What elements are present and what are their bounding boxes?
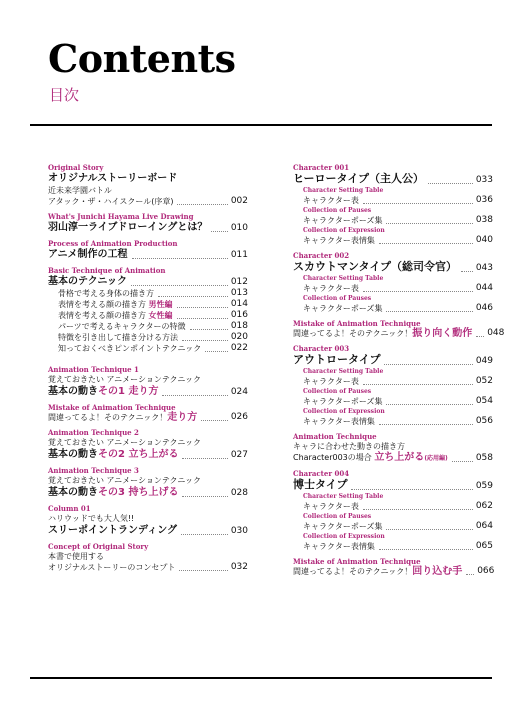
entry-subtitle: 本書で使用する (48, 552, 104, 561)
entry-label: Original Story (48, 163, 104, 172)
entry-label: Animation Technique 2 (48, 428, 139, 437)
entry-title: オリジナルストーリーのコンセプト (48, 563, 176, 572)
leader-dots (386, 223, 472, 224)
entry-title: 間違ってるよ！そのテクニック！ (48, 413, 168, 422)
page-number: 038 (475, 215, 493, 225)
page-number: 002 (230, 196, 248, 206)
leader-dots (363, 509, 473, 510)
sub-entry-label: Collection of Expression (303, 227, 385, 234)
sub-entry-title: キャラクターポーズ集 (303, 216, 383, 225)
toc-entry-column-01[interactable] (48, 504, 248, 537)
page-number: 024 (230, 387, 248, 397)
toc-entry-original-story[interactable] (48, 163, 248, 207)
toc-entry-character-001[interactable] (293, 163, 493, 246)
page-number: 065 (475, 541, 493, 551)
entry-label: Animation Technique 3 (48, 466, 139, 475)
page-number: 022 (230, 343, 248, 353)
entry-title: オリジナルストーリーボード (48, 173, 178, 184)
entry-title: 基本のテクニック (48, 276, 127, 287)
leader-dots (386, 529, 472, 530)
leader-dots (386, 311, 472, 312)
leader-dots (205, 351, 228, 352)
leader-dots (476, 336, 484, 337)
toc-entry-animation-technique-1[interactable] (48, 365, 248, 398)
leader-dots (363, 384, 473, 385)
leader-dots (179, 570, 227, 571)
leader-dots (181, 534, 228, 535)
entry-title: 博士タイプ (293, 478, 348, 491)
entry-sono: その2 (98, 449, 125, 460)
entry-note: (応用編) (424, 455, 448, 462)
toc-entry-mistake-3[interactable] (293, 557, 493, 577)
sub-entry-label: Collection of Pauses (303, 388, 372, 395)
sub-entry-label: Collection of Expression (303, 533, 385, 540)
sub-entry-title: 特徴を引き出して描き分ける方法 (58, 333, 178, 342)
sub-entry-title: キャラクター表 (303, 284, 359, 293)
sub-entry[interactable] (48, 288, 248, 299)
entry-accent: 持ち上げる (128, 487, 179, 498)
entry-subtitle: 覚えておきたい アニメーションテクニック (48, 438, 202, 447)
top-rule (30, 124, 492, 126)
page-number: 013 (230, 288, 248, 298)
entry-accent: 走り方 (128, 386, 159, 397)
sub-entry[interactable] (48, 343, 248, 354)
leader-dots (428, 183, 473, 184)
sub-entry-title: キャラクター表情集 (303, 542, 375, 551)
sub-entry-title: キャラクター表 (303, 377, 359, 386)
toc-entry-process[interactable] (48, 239, 248, 261)
leader-dots (379, 549, 473, 550)
entry-sono: その1 (98, 386, 125, 397)
sub-entry[interactable] (48, 321, 248, 332)
page-number: 014 (230, 299, 248, 309)
page-number: 066 (477, 566, 495, 576)
leader-dots (351, 489, 472, 490)
entry-label: Basic Technique of Animation (48, 266, 166, 275)
sub-entry-label: Character Setting Table (303, 275, 384, 282)
page-subtitle: 目次 (49, 86, 80, 104)
toc-entry-live-drawing[interactable] (48, 212, 248, 234)
page-number: 054 (475, 396, 493, 406)
sub-entry[interactable] (293, 294, 493, 314)
sub-entry[interactable] (293, 387, 493, 407)
sub-entry-title: キャラクター表 (303, 196, 359, 205)
entry-title: ヒーロータイプ（主人公） (293, 172, 425, 185)
entry-title: アニメ制作の工程 (48, 249, 128, 260)
page-number: 032 (230, 562, 248, 572)
leader-dots (182, 458, 227, 459)
leader-dots (379, 424, 473, 425)
sub-entry-title: 表情を考える顔の描き方 (58, 311, 146, 320)
page-number: 016 (230, 310, 248, 320)
page-number: 046 (475, 303, 493, 313)
page-number: 044 (475, 283, 493, 293)
toc-entry-character-004[interactable] (293, 469, 493, 552)
entry-title: 基本の動き (48, 487, 98, 498)
entry-title: スカウトマンタイプ（総司令官） (293, 260, 458, 273)
entry-label: Mistake of Animation Technique (48, 403, 176, 412)
entry-label: Animation Technique 1 (48, 365, 139, 374)
page-number: 058 (475, 453, 493, 463)
entry-label: Character 002 (293, 251, 350, 260)
sub-entry[interactable] (293, 206, 493, 226)
page-number: 018 (230, 321, 248, 331)
entry-title: Character003の場合 (293, 453, 372, 462)
sub-entry-label: Collection of Pauses (303, 513, 372, 520)
leader-dots (384, 364, 472, 365)
sub-entry-accent: 男性編 (148, 300, 173, 309)
sub-entry[interactable] (293, 407, 493, 427)
sub-entry-title: 表情を考える顔の描き方 (58, 300, 146, 309)
leader-dots (190, 329, 228, 330)
entry-label: Column 01 (48, 504, 91, 513)
sub-entry-title: キャラクターポーズ集 (303, 304, 383, 313)
page-number: 027 (230, 450, 248, 460)
toc-entry-mistake-2[interactable] (293, 319, 505, 339)
page-title: Contents (48, 36, 236, 81)
entry-title: 間違ってるよ！そのテクニック！ (293, 329, 413, 338)
entry-sono: その3 (98, 487, 125, 498)
toc-entry-concept[interactable] (48, 542, 248, 573)
leader-dots (131, 285, 228, 286)
sub-entry-label: Collection of Pauses (303, 207, 372, 214)
sub-entry-title: キャラクターポーズ集 (303, 522, 383, 531)
sub-entry-label: Character Setting Table (303, 368, 384, 375)
leader-dots (177, 307, 228, 308)
leader-dots (182, 340, 228, 341)
leader-dots (201, 420, 228, 421)
toc-left-column (48, 163, 248, 578)
leader-dots (379, 243, 473, 244)
page-number: 043 (475, 263, 493, 273)
sub-entry-title: キャラクターポーズ集 (303, 397, 383, 406)
entry-title: 羽山淳一ライブドローイングとは？ (48, 222, 208, 233)
page-number: 036 (475, 195, 493, 205)
sub-entry-title: キャラクター表情集 (303, 417, 375, 426)
entry-label: Concept of Original Story (48, 542, 149, 551)
entry-label: Mistake of Animation Technique (293, 319, 421, 328)
sub-entry[interactable] (48, 310, 248, 321)
entry-label: Character 003 (293, 344, 350, 353)
sub-entry[interactable] (293, 512, 493, 532)
sub-entry[interactable] (48, 299, 248, 310)
entry-title: 基本の動き (48, 449, 98, 460)
sub-entry-label: Character Setting Table (303, 187, 384, 194)
entry-label: Character 001 (293, 163, 350, 172)
leader-dots (363, 291, 473, 292)
toc-entry-character-003[interactable] (293, 344, 493, 427)
toc-entry-mistake-1[interactable] (48, 403, 248, 423)
entry-title: 間違ってるよ！そのテクニック！ (293, 567, 413, 576)
sub-entry-title: パーツで考えるキャラクターの特徴 (58, 322, 186, 331)
page-number: 056 (475, 416, 493, 426)
page-number: 033 (475, 175, 493, 185)
leader-dots (452, 461, 473, 462)
leader-dots (211, 231, 227, 232)
entry-subtitle: 覚えておきたい アニメーションテクニック (48, 375, 202, 384)
sub-entry[interactable] (293, 226, 493, 246)
entry-title: スリーポイントランディング (48, 525, 177, 536)
page-number: 040 (475, 235, 493, 245)
page-number: 026 (230, 412, 248, 422)
leader-dots (132, 258, 228, 259)
page-number: 011 (230, 250, 248, 260)
entry-accent: 立ち上がる (374, 452, 425, 463)
sub-entry[interactable] (293, 367, 493, 387)
sub-entry[interactable] (293, 492, 493, 512)
entry-label: Process of Animation Production (48, 239, 178, 248)
leader-dots (158, 296, 228, 297)
page-number: 012 (230, 277, 248, 287)
sub-entry-label: Collection of Pauses (303, 295, 372, 302)
sub-entry-accent: 女性編 (148, 311, 173, 320)
leader-dots (177, 318, 228, 319)
page-number: 064 (475, 521, 493, 531)
sub-entry[interactable] (293, 186, 493, 206)
leader-dots (363, 203, 473, 204)
entry-label: Animation Technique (293, 432, 377, 441)
entry-subtitle: キャラに合わせた動きの描き方 (293, 442, 405, 451)
sub-entry-title: 知っておくべきピンポイントテクニック (58, 344, 202, 353)
page-number: 048 (487, 328, 505, 338)
entry-subtitle: ハリウッドでも大人気!! (48, 514, 135, 523)
entry-accent: 振り向く動作 (412, 328, 473, 339)
leader-dots (177, 204, 227, 205)
entry-title: 基本の動き (48, 386, 98, 397)
toc-entry-animation-technique-applied[interactable] (293, 432, 493, 464)
toc-entry-animation-technique-3[interactable] (48, 466, 248, 499)
leader-dots (461, 271, 473, 272)
sub-entry[interactable] (293, 532, 493, 552)
entry-accent: 立ち上がる (128, 449, 179, 460)
page-number: 049 (475, 356, 493, 366)
entry-accent: 走り方 (167, 412, 198, 423)
entry-label: What's Junichi Hayama Live Drawing (48, 212, 194, 221)
sub-entry-title: キャラクター表情集 (303, 236, 375, 245)
toc-entry-animation-technique-2[interactable] (48, 428, 248, 461)
entry-label: Character 004 (293, 469, 350, 478)
page-number: 030 (230, 526, 248, 536)
page-number: 010 (230, 223, 248, 233)
sub-entry-title: キャラクター表 (303, 502, 359, 511)
sub-entry[interactable] (48, 332, 248, 343)
leader-dots (162, 395, 227, 396)
entry-label: Mistake of Animation Technique (293, 557, 421, 566)
sub-entry-label: Character Setting Table (303, 493, 384, 500)
page-number: 020 (230, 332, 248, 342)
toc-entry-character-002[interactable] (293, 251, 493, 314)
page-number: 059 (475, 481, 493, 491)
entry-subtitle: 覚えておきたい アニメーションテクニック (48, 476, 202, 485)
toc-right-column (293, 163, 505, 582)
bottom-rule (30, 677, 492, 679)
entry-title: アウトロータイプ (293, 353, 381, 366)
sub-entry-title: 骨格で考える身体の描き方 (58, 289, 154, 298)
page-number: 062 (475, 501, 493, 511)
leader-dots (386, 404, 472, 405)
sub-entry[interactable] (293, 274, 493, 294)
sub-entry-label: Collection of Expression (303, 408, 385, 415)
entry-subtitle: 近未来学園バトル (48, 186, 112, 195)
entry-accent: 回り込む手 (412, 566, 463, 577)
leader-dots (182, 496, 227, 497)
page-number: 052 (475, 376, 493, 386)
entry-subtitle: アタック・ザ・ハイスクール(序章) (48, 197, 174, 206)
page-number: 028 (230, 488, 248, 498)
toc-entry-basic-technique[interactable] (48, 266, 248, 354)
leader-dots (466, 574, 474, 575)
